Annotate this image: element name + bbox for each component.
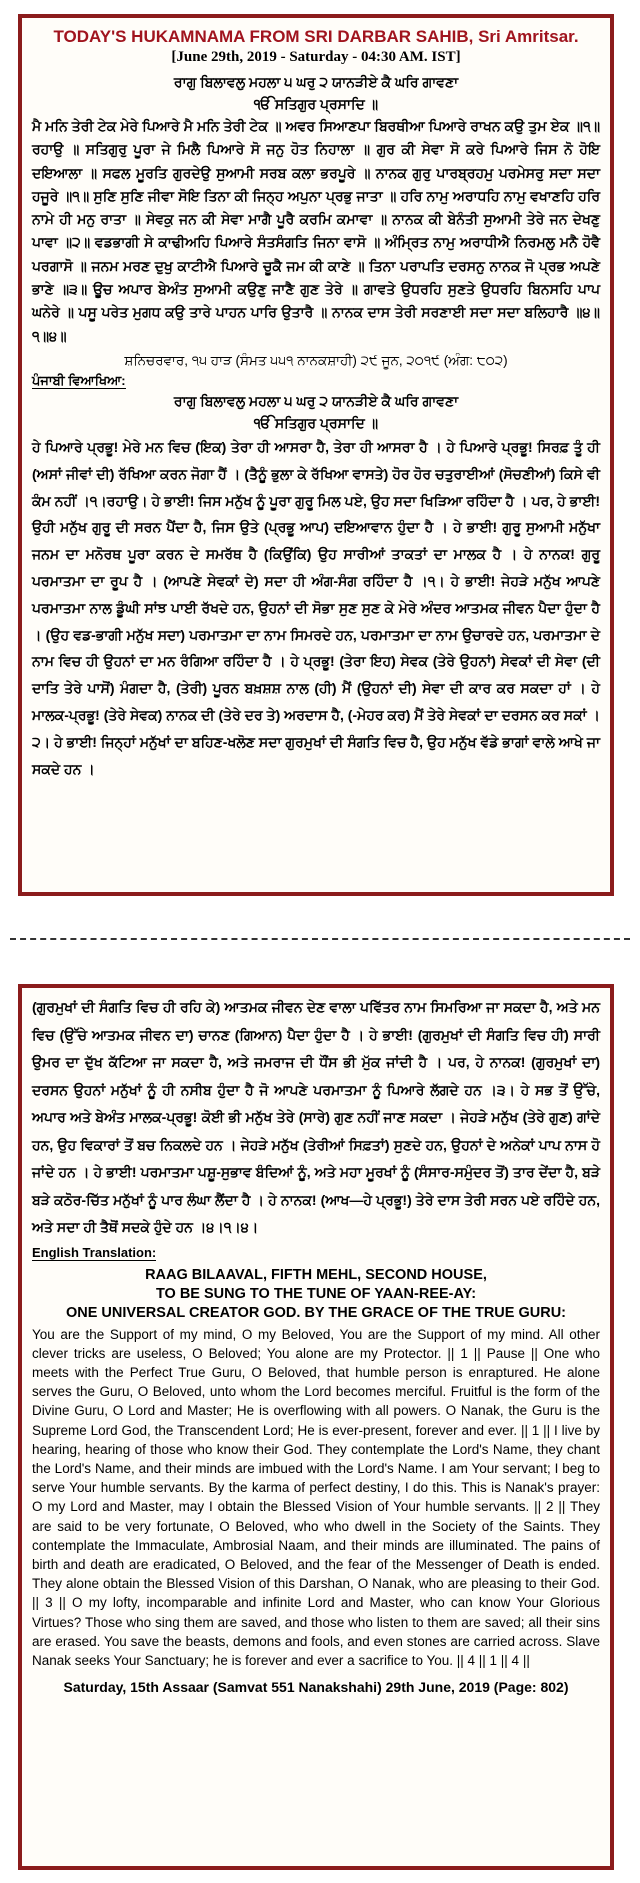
english-heading-3: ONE UNIVERSAL CREATOR GOD. BY THE GRACE OF THE TRUE GURU: <box>65 1304 567 1321</box>
english-translation-label <box>32 1244 600 1262</box>
english-translation-text: You are the Support of my mind, O my Beloved, You are the Support of my mind. All other clever tricks are useless, O Beloved; You alone are my Protector. || 1 || Pause || One who meets with the Perfect True Guru, O Beloved, that humble person is enraptured. He alone serves the Guru, O Beloved, unto whom the Lord becomes merciful. Fruitful is the form of the Divine Guru, O Lord and Master; He is overflowing with all powers. O Nanak, the Guru is the Supreme Lord God, the Transcendent Lord; He is ever-present, forever and ever. || 1 || I live by hearing, hearing of those who know their God. They contemplate the Lord's Name, they chant the Lord's Name, and their minds are imbued with the Lord's Name. I am Your servant; I beg to serve Your humble servants. By the karma of perfect destiny, I do this. This is Nanak's prayer: O my Lord and Master, may I obtain the Blessed Vision of Your humble servants. || 2 || They are said to be very fortunate, O Beloved, who who dwell in the Society of the Saints. They contemplate the Immaculate, Ambrosial Naam, and their minds are illuminated. The pains of birth and death are eradicated, O Beloved, and the fear of the Messenger of Death is ended. They alone obtain the Blessed Vision of this Darshan, O Nanak, who are pleasing to their God. || 3 || O my lofty, incomparable and infinite Lord and Master, who can know Your Glorious Virtues? Those who sing them are saved, and those who listen to them are saved; all their sins are erased. You save the beasts, demons and fools, and even stones are carried across. Slave Nanak seeks Your Sanctuary; he is forever and ever a sacrifice to You. || 4 || 1 || 4 || <box>32 1326 600 1668</box>
dashed-divider <box>10 938 630 940</box>
punjabi-explanation-label <box>32 372 600 390</box>
footer-date-line: Saturday, 15th Assaar (Samvat 551 Nanakshahi) 29th June, 2019 (Page: 802) <box>63 1679 569 1696</box>
gurbani-text: ਮੈ ਮਨਿ ਤੇਰੀ ਟੇਕ ਮੇਰੇ ਪਿਆਰੇ ਮੈ ਮਨਿ ਤੇਰੀ ਟੇਕ ॥ ਅਵਰ ਸਿਆਣਪਾ ਬਿਰਥੀਆ ਪਿਆਰੇ ਰਾਖਨ ਕਉ ਤੁਮ ਏਕ ॥੧॥ ਰਹਾਉ ॥ ਸਤਿਗੁਰੁ ਪੂਰਾ ਜੇ ਮਿਲੈ ਪਿਆਰੇ ਸੋ ਜਨੁ ਹੋਤ ਨਿਹਾਲਾ ॥ ਗੁਰ ਕੀ ਸੇਵਾ ਸੋ ਕਰੇ ਪਿਆਰੇ ਜਿਸ ਨੋ ਹੋਇ ਦਇਆਲਾ ॥ ਸਫਲ ਮੂਰਤਿ ਗੁਰਦੇਉ ਸੁਆਮੀ ਸਰਬ ਕਲਾ ਭਰਪੂਰੇ ॥ ਨਾਨਕ ਗੁਰੁ ਪਾਰਬ੍ਰਹਮੁ ਪਰਮੇਸਰੁ ਸਦਾ ਸਦਾ ਹਜੂਰੇ ॥੧॥ ਸੁਣਿ ਸੁਣਿ ਜੀਵਾ ਸੋਇ ਤਿਨਾ ਕੀ ਜਿਨ੍ਹ ਅਪੁਨਾ ਪ੍ਰਭੁ ਜਾਤਾ ॥ ਹਰਿ ਨਾਮੁ ਅਰਾਧਹਿ ਨਾਮੁ ਵਖਾਣਹਿ ਹਰਿ ਨਾਮੇ ਹੀ ਮਨੁ ਰਾਤਾ ॥ ਸੇਵਕੁ ਜਨ ਕੀ ਸੇਵਾ ਮਾਗੈ ਪੂਰੈ ਕਰਮਿ ਕਮਾਵਾ ॥ ਨਾਨਕ ਕੀ ਬੇਨੰਤੀ ਸੁਆਮੀ ਤੇਰੇ ਜਨ ਦੇਖਣੁ ਪਾਵਾ ॥੨॥ ਵਡਭਾਗੀ ਸੇ ਕਾਢੀਅਹਿ ਪਿਆਰੇ ਸੰਤਸੰਗਤਿ ਜਿਨਾ ਵਾਸੋ ॥ ਅੰਮ੍ਰਿਤ ਨਾਮੁ ਅਰਾਧੀਐ ਨਿਰਮਲੁ ਮਨੈ ਹੋਵੈ ਪਰਗਾਸੋ ॥ ਜਨਮ ਮਰਣ ਦੁਖੁ ਕਾਟੀਐ ਪਿਆਰੇ ਚੂਕੈ ਜਮ ਕੀ ਕਾਣੇ ॥ ਤਿਨਾ ਪਰਾਪਤਿ ਦਰਸਨੁ ਨਾਨਕ ਜੋ ਪ੍ਰਭ ਅਪਣੇ ਭਾਣੇ ॥੩॥ ਊਚ ਅਪਾਰ ਬੇਅੰਤ ਸੁਆਮੀ ਕਉਣੁ ਜਾਣੈ ਗੁਣ ਤੇਰੇ ॥ ਗਾਵਤੇ ਉਧਰਹਿ ਸੁਣਤੇ ਉਧਰਹਿ ਬਿਨਸਹਿ ਪਾਪ ਘਨੇਰੇ ॥ ਪਸੂ ਪਰੇਤ ਮੁਗਧ ਕਉ ਤਾਰੇ ਪਾਹਨ ਪਾਰਿ ਉਤਾਰੈ ॥ ਨਾਨਕ ਦਾਸ ਤੇਰੀ ਸਰਣਾਈ ਸਦਾ ਸਦਾ ਬਲਿਹਾਰੈ ॥੪॥੧॥੪॥ <box>32 118 600 344</box>
punjabi-raag-heading: ਰਾਗੁ ਬਿਲਾਵਲੁ ਮਹਲਾ ੫ ਘਰੁ ੨ ਯਾਨੜੀਏ ਕੈ ਘਰਿ ਗਾਵਣਾ <box>173 392 459 409</box>
english-heading-2: TO BE SUNG TO THE TUNE OF YAAN-REE-AY: <box>155 1285 477 1302</box>
hukamnama-panel-top <box>18 14 614 896</box>
raag-heading: ਰਾਗੁ ਬਿਲਾਵਲੁ ਮਹਲਾ ੫ ਘਰੁ ੨ ਯਾਨੜੀਏ ਕੈ ਘਰਿ ਗਾਵਣਾ <box>173 74 459 90</box>
english-heading-1: RAAG BILAAVAL, FIFTH MEHL, SECOND HOUSE, <box>145 1266 487 1283</box>
hukamnama-panel-bottom <box>18 984 614 1870</box>
date-time-line: [June 29th, 2019 - Saturday - 04:30 AM. IST] <box>171 49 461 65</box>
english-label-text: English Translation: <box>32 1244 157 1260</box>
punjabi-mool-mantar: ੴ ਸਤਿਗੁਰ ਪ੍ਰਸਾਦਿ ॥ <box>253 414 379 431</box>
punjabi-explanation-text-2: (ਗੁਰਮੁਖਾਂ ਦੀ ਸੰਗਤਿ ਵਿਚ ਹੀ ਰਹਿ ਕੇ) ਆਤਮਕ ਜੀਵਨ ਦੇਣ ਵਾਲਾ ਪਵਿੱਤਰ ਨਾਮ ਸਿਮਰਿਆ ਜਾ ਸਕਦਾ ਹੈ, ਅਤੇ ਮਨ ਵਿਚ (ਉੱਚੇ ਆਤਮਕ ਜੀਵਨ ਦਾ) ਚਾਨਣ (ਗਿਆਨ) ਪੈਦਾ ਹੁੰਦਾ ਹੈ । ਹੇ ਭਾਈ! (ਗੁਰਮੁਖਾਂ ਦੀ ਸੰਗਤਿ ਵਿਚ ਹੀ) ਸਾਰੀ ਉਮਰ ਦਾ ਦੁੱਖ ਕੱਟਿਆ ਜਾ ਸਕਦਾ ਹੈ, ਅਤੇ ਜਮਰਾਜ ਦੀ ਧੌਂਸ ਭੀ ਮੁੱਕ ਜਾਂਦੀ ਹੈ । ਪਰ, ਹੇ ਨਾਨਕ! (ਗੁਰਮੁਖਾਂ ਦਾ) ਦਰਸਨ ਉਹਨਾਂ ਮਨੁੱਖਾਂ ਨੂੰ ਹੀ ਨਸੀਬ ਹੁੰਦਾ ਹੈ ਜੋ ਆਪਣੇ ਪਰਮਾਤਮਾ ਨੂੰ ਪਿਆਰੇ ਲੱਗਦੇ ਹਨ ।੩। ਹੇ ਸਭ ਤੋਂ ਉੱਚੇ, ਅਪਾਰ ਅਤੇ ਬੇਅੰਤ ਮਾਲਕ-ਪ੍ਰਭੂ! ਕੋਈ ਭੀ ਮਨੁੱਖ ਤੇਰੇ (ਸਾਰੇ) ਗੁਣ ਨਹੀਂ ਜਾਣ ਸਕਦਾ । ਜੇਹੜੇ ਮਨੁੱਖ (ਤੇਰੇ ਗੁਣ) ਗਾਂਦੇ ਹਨ, ਉਹ ਵਿਕਾਰਾਂ ਤੋਂ ਬਚ ਨਿਕਲਦੇ ਹਨ । ਜੇਹੜੇ ਮਨੁੱਖ (ਤੇਰੀਆਂ ਸਿਫ਼ਤਾਂ) ਸੁਣਦੇ ਹਨ, ਉਹਨਾਂ ਦੇ ਅਨੇਕਾਂ ਪਾਪ ਨਾਸ ਹੋ ਜਾਂਦੇ ਹਨ । ਹੇ ਭਾਈ! ਪਰਮਾਤਮਾ ਪਸ਼ੂ-ਸੁਭਾਵ ਬੰਦਿਆਂ ਨੂੰ, ਅਤੇ ਮਹਾ ਮੂਰਖਾਂ ਨੂੰ (ਸੰਸਾਰ-ਸਮੁੰਦਰ ਤੋਂ) ਤਾਰ ਦੇਂਦਾ ਹੈ, ਬੜੇ ਬੜੇ ਕਠੋਰ-ਚਿੱਤ ਮਨੁੱਖਾਂ ਨੂੰ ਪਾਰ ਲੰਘਾ ਲੈਂਦਾ ਹੈ । ਹੇ ਨਾਨਕ! (ਆਖ—ਹੇ ਪ੍ਰਭੂ!) ਤੇਰੇ ਦਾਸ ਤੇਰੀ ਸਰਨ ਪਏ ਰਹਿੰਦੇ ਹਨ, ਅਤੇ ਸਦਾ ਹੀ ਤੈਥੋਂ ਸਦਕੇ ਹੁੰਦੇ ਹਨ ।੪।੧।੪। <box>32 999 600 1235</box>
punjabi-label-text: ਪੰਜਾਬੀ ਵਿਆਖਿਆ: <box>32 372 126 388</box>
punjabi-explanation-text-1: ਹੇ ਪਿਆਰੇ ਪ੍ਰਭੂ! ਮੇਰੇ ਮਨ ਵਿਚ (ਇਕ) ਤੇਰਾ ਹੀ ਆਸਰਾ ਹੈ, ਤੇਰਾ ਹੀ ਆਸਰਾ ਹੈ । ਹੇ ਪਿਆਰੇ ਪ੍ਰਭੂ! ਸਿਰਫ਼ ਤੂੰ ਹੀ (ਅਸਾਂ ਜੀਵਾਂ ਦੀ) ਰੱਖਿਆ ਕਰਨ ਜੋਗਾ ਹੈਂ । (ਤੈਨੂੰ ਭੁਲਾ ਕੇ ਰੱਖਿਆ ਵਾਸਤੇ) ਹੋਰ ਹੋਰ ਚਤੁਰਾਈਆਂ (ਸੋਚਣੀਆਂ) ਕਿਸੇ ਵੀ ਕੰਮ ਨਹੀਂ ।੧।ਰਹਾਉ। ਹੇ ਭਾਈ! ਜਿਸ ਮਨੁੱਖ ਨੂੰ ਪੂਰਾ ਗੁਰੂ ਮਿਲ ਪਏ, ਉਹ ਸਦਾ ਖਿੜਿਆ ਰਹਿੰਦਾ ਹੈ । ਪਰ, ਹੇ ਭਾਈ! ਉਹੀ ਮਨੁੱਖ ਗੁਰੂ ਦੀ ਸਰਨ ਪੈਂਦਾ ਹੈ, ਜਿਸ ਉਤੇ (ਪ੍ਰਭੂ ਆਪ) ਦਇਆਵਾਨ ਹੁੰਦਾ ਹੈ । ਹੇ ਭਾਈ! ਗੁਰੂ ਸੁਆਮੀ ਮਨੁੱਖਾ ਜਨਮ ਦਾ ਮਨੋਰਥ ਪੂਰਾ ਕਰਨ ਦੇ ਸਮਰੱਥ ਹੈ (ਕਿਉਂਕਿ) ਉਹ ਸਾਰੀਆਂ ਤਾਕਤਾਂ ਦਾ ਮਾਲਕ ਹੈ । ਹੇ ਨਾਨਕ! ਗੁਰੂ ਪਰਮਾਤਮਾ ਦਾ ਰੂਪ ਹੈ । (ਆਪਣੇ ਸੇਵਕਾਂ ਦੇ) ਸਦਾ ਹੀ ਅੰਗ-ਸੰਗ ਰਹਿੰਦਾ ਹੈ ।੧। ਹੇ ਭਾਈ! ਜੇਹੜੇ ਮਨੁੱਖ ਆਪਣੇ ਪਰਮਾਤਮਾ ਨਾਲ ਡੂੰਘੀ ਸਾਂਝ ਪਾਈ ਰੱਖਦੇ ਹਨ, ਉਹਨਾਂ ਦੀ ਸੋਭਾ ਸੁਣ ਸੁਣ ਕੇ ਮੇਰੇ ਅੰਦਰ ਆਤਮਕ ਜੀਵਨ ਪੈਦਾ ਹੁੰਦਾ ਹੈ । (ਉਹ ਵਡ-ਭਾਗੀ ਮਨੁੱਖ ਸਦਾ) ਪਰਮਾਤਮਾ ਦਾ ਨਾਮ ਸਿਮਰਦੇ ਹਨ, ਪਰਮਾਤਮਾ ਦਾ ਨਾਮ ਉਚਾਰਦੇ ਹਨ, ਪਰਮਾਤਮਾ ਦੇ ਨਾਮ ਵਿਚ ਹੀ ਉਹਨਾਂ ਦਾ ਮਨ ਰੰਗਿਆ ਰਹਿੰਦਾ ਹੈ । ਹੇ ਪ੍ਰਭੂ! (ਤੇਰਾ ਇਹ) ਸੇਵਕ (ਤੇਰੇ ਉਹਨਾਂ) ਸੇਵਕਾਂ ਦੀ ਸੇਵਾ (ਦੀ ਦਾਤਿ ਤੇਰੇ ਪਾਸੋਂ) ਮੰਗਦਾ ਹੈ, (ਤੇਰੀ) ਪੂਰਨ ਬਖ਼ਸ਼ਸ਼ ਨਾਲ (ਹੀ) ਮੈਂ (ਉਹਨਾਂ ਦੀ) ਸੇਵਾ ਦੀ ਕਾਰ ਕਰ ਸਕਦਾ ਹਾਂ । ਹੇ ਮਾਲਕ-ਪ੍ਰਭੂ! (ਤੇਰੇ ਸੇਵਕ) ਨਾਨਕ ਦੀ (ਤੇਰੇ ਦਰ ਤੇ) ਅਰਦਾਸ ਹੈ, (-ਮੇਹਰ ਕਰ) ਮੈਂ ਤੇਰੇ ਸੇਵਕਾਂ ਦਾ ਦਰਸਨ ਕਰ ਸਕਾਂ ।੨। ਹੇ ਭਾਈ! ਜਿਨ੍ਹਾਂ ਮਨੁੱਖਾਂ ਦਾ ਬਹਿਣ-ਖਲੋਣ ਸਦਾ ਗੁਰਮੁਖਾਂ ਦੀ ਸੰਗਤਿ ਵਿਚ ਹੈ, ਉਹ ਮਨੁੱਖ ਵੱਡੇ ਭਾਗਾਂ ਵਾਲੇ ਆਖੇ ਜਾ ਸਕਦੇ ਹਨ । <box>32 438 600 777</box>
gurmukhi-date-line: ਸ਼ਨਿਚਰਵਾਰ, ੧੫ ਹਾੜ (ਸੰਮਤ ੫੫੧ ਨਾਨਕਸ਼ਾਹੀ) ੨੯ ਜੂਨ, ੨੦੧੯ (ਅੰਗ: ੮੦੨) <box>124 352 508 368</box>
page-title: TODAY'S HUKAMNAMA FROM SRI DARBAR SAHIB, Sri Amritsar. <box>53 27 579 46</box>
mool-mantar: ੴ ਸਤਿਗੁਰ ਪ੍ਰਸਾਦਿ ॥ <box>253 96 379 112</box>
